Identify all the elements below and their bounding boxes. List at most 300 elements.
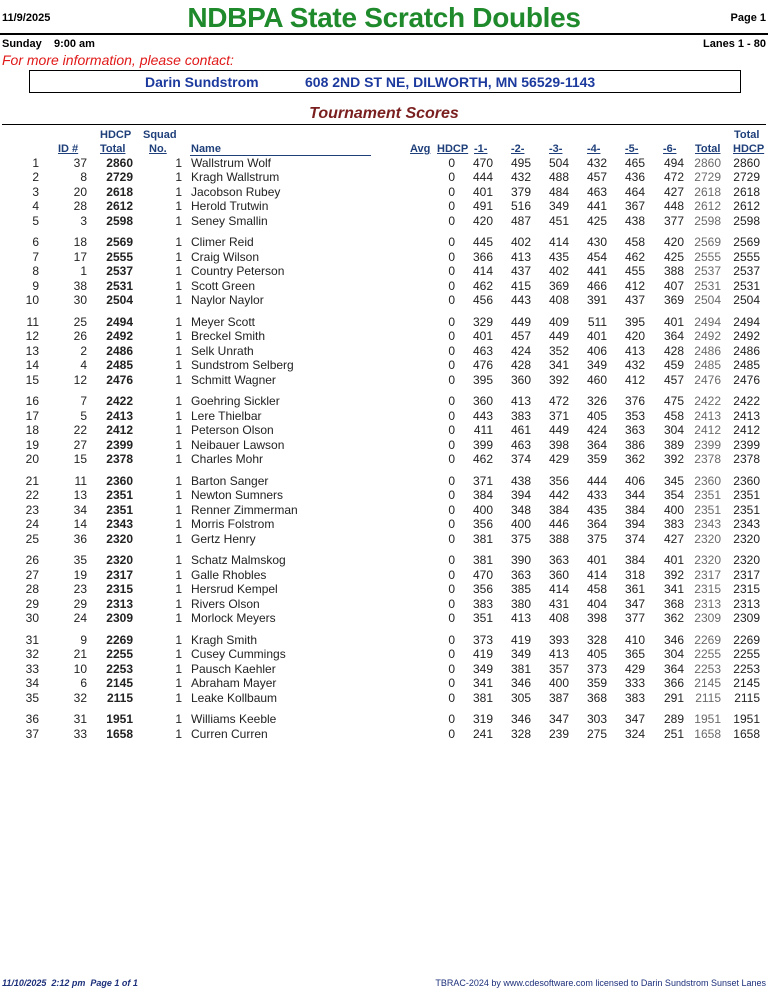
cell-g6: 366 [663,676,684,691]
cell-rank: 27 [25,567,39,582]
cell-g3: 446 [548,517,569,532]
cell-rank: 14 [25,358,39,373]
cell-squad: 1 [175,531,182,546]
cell-id: 30 [73,293,87,308]
cell-hdcp-total: 2115 [106,690,133,705]
col-hdcp-total-top: HDCP [100,129,132,141]
cell-total-hdcp: 2598 [733,213,760,228]
cell-hdcp-total: 2313 [106,596,133,611]
cell-rank: 10 [25,293,39,308]
cell-name: Breckel Smith [191,329,266,344]
cell-hdcp: 0 [448,582,455,597]
cell-g4: 349 [586,358,607,373]
cell-g1: 476 [472,358,493,373]
cell-g6: 459 [663,358,684,373]
cell-name: Barton Sanger [191,473,269,488]
cell-id: 8 [80,170,87,185]
cell-g2: 379 [510,184,531,199]
cell-g4: 326 [586,394,607,409]
cell-rank: 3 [32,184,39,199]
table-row [0,409,768,423]
cell-squad: 1 [175,170,182,185]
cell-hdcp: 0 [448,264,455,279]
cell-hdcp-total: 2343 [106,517,133,532]
cell-id: 20 [73,184,87,199]
cell-g6: 346 [663,632,684,647]
cell-hdcp: 0 [448,235,455,250]
cell-g2: 449 [510,314,531,329]
cell-g2: 375 [510,531,531,546]
report-date: 11/9/2025 [2,12,51,24]
cell-g6: 494 [663,156,684,170]
cell-name: Meyer Scott [191,314,256,329]
cell-total: 1951 [694,712,721,727]
cell-id: 29 [73,596,87,611]
cell-total-hdcp: 2317 [733,567,760,582]
cell-hdcp-total: 2486 [106,343,133,358]
cell-hdcp-total: 2504 [106,293,133,308]
cell-total: 2351 [694,502,721,517]
cell-g3: 409 [548,314,569,329]
cell-name: Cusey Cummings [191,647,286,662]
cell-g2: 390 [510,553,531,568]
cell-g6: 448 [663,199,684,214]
cell-rank: 16 [25,394,39,409]
cell-squad: 1 [175,596,182,611]
table-row [0,633,768,647]
cell-g3: 360 [548,567,569,582]
cell-total-hdcp: 2351 [733,488,760,503]
table-row [0,156,768,170]
cell-total: 2378 [694,452,721,467]
cell-hdcp: 0 [448,632,455,647]
cell-rank: 30 [25,611,39,626]
cell-g3: 369 [548,278,569,293]
day-time: Sunday 9:00 am [2,38,95,50]
cell-g5: 395 [624,314,645,329]
cell-g2: 381 [510,661,531,676]
cell-rank: 12 [25,329,39,344]
cell-g6: 427 [663,531,684,546]
table-row [0,344,768,358]
cell-g2: 457 [510,329,531,344]
cell-name: Craig Wilson [191,249,260,264]
cell-total: 2555 [694,249,721,264]
cell-total-hdcp: 2612 [733,199,760,214]
cell-g5: 383 [624,690,645,705]
cell-g5: 376 [624,394,645,409]
cell-hdcp-total: 2317 [106,567,133,582]
cell-total-hdcp: 2378 [733,452,760,467]
cell-id: 10 [73,661,87,676]
cell-g6: 341 [663,582,684,597]
cell-total: 2309 [694,611,721,626]
cell-id: 22 [73,423,87,438]
cell-id: 34 [73,502,87,517]
cell-rank: 4 [32,199,39,214]
cell-g5: 347 [624,712,645,727]
cell-name: Scott Green [191,278,256,293]
cell-g5: 420 [624,329,645,344]
cell-g3: 347 [548,712,569,727]
cell-g6: 304 [663,423,684,438]
cell-hdcp: 0 [448,452,455,467]
cell-total: 2145 [694,676,721,691]
cell-name: Lere Thielbar [191,408,262,423]
cell-total: 2422 [694,394,721,409]
cell-g1: 383 [472,596,493,611]
report-title: NDBPA State Scratch Doubles [187,2,581,33]
cell-hdcp: 0 [448,473,455,488]
cell-g1: 462 [472,278,493,293]
cell-name: Herold Trutwin [191,199,269,214]
cell-g3: 484 [548,184,569,199]
cell-g3: 449 [548,329,569,344]
cell-g5: 394 [624,517,645,532]
cell-squad: 1 [175,502,182,517]
cell-id: 2 [80,343,87,358]
cell-id: 31 [73,712,87,727]
cell-g1: 373 [472,632,493,647]
footer-timestamp: 11/10/2025 2:12 pm Page 1 of 1 [2,978,138,988]
col-id: ID # [58,143,79,155]
cell-hdcp-total: 2309 [106,611,133,626]
cell-g4: 364 [586,437,607,452]
cell-g1: 399 [472,437,493,452]
cell-g4: 391 [586,293,607,308]
cell-id: 36 [73,531,87,546]
cell-g5: 438 [624,213,645,228]
cell-g2: 413 [510,611,531,626]
table-row [0,279,768,293]
table-row [0,517,768,531]
cell-g6: 364 [663,329,684,344]
cell-g3: 408 [548,293,569,308]
cell-g4: 406 [586,343,607,358]
cell-g1: 319 [472,712,493,727]
cell-g1: 384 [472,488,493,503]
cell-g6: 388 [663,264,684,279]
cell-g6: 457 [663,372,684,387]
cell-g3: 239 [548,726,569,741]
cell-squad: 1 [175,199,182,214]
cell-g3: 398 [548,437,569,452]
cell-g3: 435 [548,249,569,264]
cell-g3: 408 [548,611,569,626]
cell-total: 2504 [694,293,721,308]
cell-g5: 413 [624,343,645,358]
cell-name: Climer Reid [191,235,254,250]
col-hdcp-total-bottom: Total [100,143,126,155]
cell-rank: 20 [25,452,39,467]
cell-g4: 414 [586,567,607,582]
cell-g4: 444 [586,473,607,488]
cell-g5: 362 [624,452,645,467]
cell-g4: 457 [586,170,607,185]
table-row [0,373,768,387]
table-row [0,185,768,199]
cell-id: 33 [73,726,87,741]
cell-name: Gertz Henry [191,531,256,546]
cell-g1: 411 [473,423,493,438]
cell-g2: 360 [510,372,531,387]
table-row [0,611,768,625]
cell-rank: 7 [32,249,39,264]
cell-total-hdcp: 2476 [733,372,760,387]
cell-total: 2729 [694,170,721,185]
cell-hdcp: 0 [448,199,455,214]
cell-g4: 454 [586,249,607,264]
col-game-6: -6- [663,143,677,155]
cell-squad: 1 [175,661,182,676]
cell-rank: 32 [25,647,39,662]
cell-total-hdcp: 2422 [733,394,760,409]
cell-name: Morlock Meyers [191,611,276,626]
cell-hdcp-total: 2612 [106,199,133,214]
cell-hdcp-total: 2531 [106,278,133,293]
cell-id: 6 [80,676,87,691]
cell-name: Schmitt Wagner [191,372,276,387]
cell-hdcp: 0 [448,343,455,358]
cell-g4: 328 [586,632,607,647]
col-game-5: -5- [625,143,639,155]
cell-g5: 324 [624,726,645,741]
cell-total-hdcp: 2313 [733,596,760,611]
cell-g4: 460 [586,372,607,387]
table-row [0,315,768,329]
cell-g1: 366 [472,249,493,264]
cell-total-hdcp: 2537 [733,264,760,279]
cell-hdcp-total: 2320 [106,553,133,568]
cell-name: Country Peterson [191,264,285,279]
cell-hdcp: 0 [448,676,455,691]
cell-g2: 495 [510,156,531,170]
section-rule [2,124,766,125]
table-row [0,438,768,452]
cell-hdcp-total: 2399 [106,437,133,452]
cell-g5: 465 [624,156,645,170]
cell-g5: 386 [624,437,645,452]
cell-hdcp-total: 2315 [106,582,133,597]
cell-total-hdcp: 2115 [734,690,760,705]
cell-name: Seney Smallin [191,213,268,228]
cell-total-hdcp: 2255 [733,647,760,662]
cell-total-hdcp: 2492 [733,329,760,344]
cell-g4: 359 [586,676,607,691]
cell-g5: 412 [624,278,645,293]
cell-squad: 1 [175,372,182,387]
cell-g1: 443 [472,408,493,423]
cell-hdcp: 0 [448,156,455,170]
cell-id: 18 [73,235,87,250]
cell-g5: 367 [624,199,645,214]
table-row [0,568,768,582]
cell-g6: 304 [663,647,684,662]
table-row [0,727,768,741]
cell-total-hdcp: 2555 [733,249,760,264]
cell-rank: 1 [32,156,39,170]
cell-total: 2315 [694,582,721,597]
table-row [0,662,768,676]
cell-g5: 333 [624,676,645,691]
cell-g3: 413 [548,647,569,662]
cell-hdcp: 0 [448,647,455,662]
cell-total: 1658 [694,726,721,741]
cell-total: 2569 [694,235,721,250]
cell-g6: 472 [663,170,684,185]
cell-g1: 401 [472,184,493,199]
cell-total: 2320 [694,553,721,568]
cell-rank: 22 [25,488,39,503]
cell-g1: 445 [472,235,493,250]
table-row [0,553,768,567]
cell-squad: 1 [175,473,182,488]
col-hdcp: HDCP [437,143,469,155]
cell-g6: 289 [663,712,684,727]
cell-g4: 405 [586,408,607,423]
cell-g2: 463 [510,437,531,452]
cell-g2: 346 [510,676,531,691]
cell-g2: 402 [510,235,531,250]
cell-hdcp-total: 2555 [106,249,133,264]
cell-hdcp: 0 [448,170,455,185]
cell-g4: 275 [586,726,607,741]
cell-rank: 9 [32,278,39,293]
cell-hdcp: 0 [448,726,455,741]
cell-id: 25 [73,314,87,329]
cell-id: 23 [73,582,87,597]
cell-hdcp: 0 [448,488,455,503]
cell-total: 2115 [695,690,721,705]
cell-id: 4 [80,358,87,373]
cell-total-hdcp: 2360 [733,473,760,488]
cell-hdcp-total: 2253 [106,661,133,676]
cell-g2: 394 [510,488,531,503]
cell-hdcp-total: 2729 [106,170,133,185]
cell-g2: 385 [510,582,531,597]
cell-total: 2313 [694,596,721,611]
cell-g3: 388 [548,531,569,546]
cell-g3: 387 [548,690,569,705]
cell-hdcp-total: 2360 [106,473,133,488]
cell-name: Galle Rhobles [191,567,267,582]
cell-g1: 356 [472,517,493,532]
cell-hdcp: 0 [448,690,455,705]
col-squad-top: Squad [143,129,177,141]
cell-g4: 364 [586,517,607,532]
cell-g5: 410 [624,632,645,647]
cell-g6: 364 [663,661,684,676]
cell-g2: 305 [510,690,531,705]
cell-g5: 455 [624,264,645,279]
cell-rank: 18 [25,423,39,438]
cell-g3: 371 [548,408,569,423]
cell-total: 2494 [694,314,721,329]
cell-g3: 431 [548,596,569,611]
table-row [0,452,768,466]
col-game-4: -4- [587,143,601,155]
cell-g3: 451 [548,213,569,228]
cell-hdcp-total: 2351 [106,488,133,503]
cell-g6: 368 [663,596,684,611]
cell-g5: 374 [624,531,645,546]
cell-total-hdcp: 2145 [733,676,760,691]
cell-hdcp-total: 2494 [106,314,133,329]
cell-g2: 328 [510,726,531,741]
cell-g4: 424 [586,423,607,438]
cell-g2: 443 [510,293,531,308]
cell-g2: 380 [510,596,531,611]
cell-g5: 462 [624,249,645,264]
cell-id: 13 [73,488,87,503]
page-number: Page 1 [730,12,766,24]
cell-total-hdcp: 2569 [733,235,760,250]
cell-total: 2399 [694,437,721,452]
cell-g6: 400 [663,502,684,517]
cell-g4: 463 [586,184,607,199]
cell-squad: 1 [175,690,182,705]
cell-g6: 427 [663,184,684,199]
cell-g2: 383 [510,408,531,423]
cell-g1: 356 [472,582,493,597]
cell-squad: 1 [175,632,182,647]
cell-name: Wallstrum Wolf [191,156,272,170]
cell-g6: 392 [663,452,684,467]
cell-squad: 1 [175,582,182,597]
cell-total-hdcp: 2315 [733,582,760,597]
cell-total: 2269 [694,632,721,647]
cell-total-hdcp: 2253 [733,661,760,676]
cell-g4: 404 [586,596,607,611]
col-squad-bottom: No. [149,143,167,155]
cell-name: Renner Zimmerman [191,502,298,517]
cell-g3: 449 [548,423,569,438]
cell-hdcp: 0 [448,531,455,546]
cell-squad: 1 [175,676,182,691]
table-row [0,358,768,372]
col-total-hdcp-top: Total [734,129,760,141]
table-row [0,647,768,661]
table-row [0,250,768,264]
cell-g3: 414 [548,582,569,597]
cell-g5: 365 [624,647,645,662]
header-rule [0,33,768,35]
cell-total: 2412 [694,423,721,438]
cell-g4: 405 [586,647,607,662]
cell-name: Neibauer Lawson [191,437,285,452]
cell-squad: 1 [175,184,182,199]
cell-id: 28 [73,199,87,214]
cell-hdcp: 0 [448,358,455,373]
cell-total-hdcp: 2486 [733,343,760,358]
cell-g6: 369 [663,293,684,308]
section-title: Tournament Scores [309,105,459,122]
table-row [0,474,768,488]
cell-g4: 435 [586,502,607,517]
lanes-range: Lanes 1 - 80 [703,38,766,50]
cell-g5: 436 [624,170,645,185]
cell-g4: 359 [586,452,607,467]
cell-name: Newton Sumners [191,488,284,503]
cell-squad: 1 [175,343,182,358]
cell-hdcp: 0 [448,517,455,532]
cell-hdcp: 0 [448,213,455,228]
cell-g1: 491 [472,199,493,214]
cell-id: 11 [74,473,87,488]
cell-squad: 1 [175,611,182,626]
table-row [0,235,768,249]
cell-total-hdcp: 2343 [733,517,760,532]
